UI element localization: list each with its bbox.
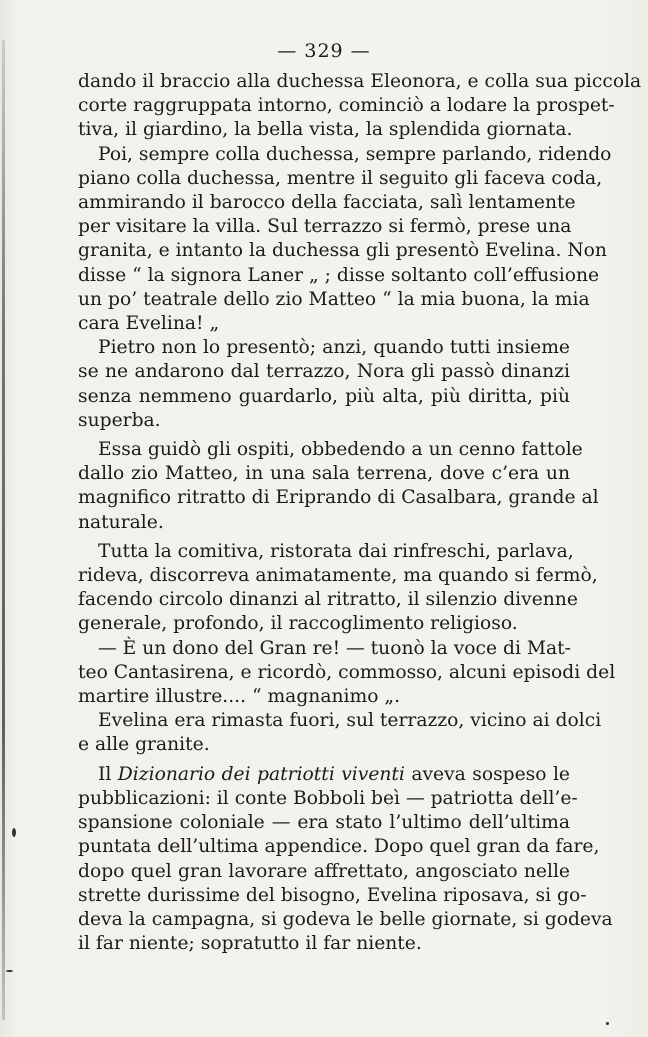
paragraph-3 (78, 336, 570, 433)
text-line: cara Evelina! „ (78, 313, 220, 335)
text-line: strette durissime del bisogno, Evelina riposava, si go- (78, 884, 587, 906)
book-title: Dizionario dei patriotti viventi (117, 763, 405, 785)
text-line: corte raggruppata intorno, cominciò a lodare la prospet- (78, 95, 615, 117)
text-line: facendo circolo dinanzi al ritratto, il silenzio divenne (78, 589, 578, 611)
page-number: — 329 — (277, 40, 371, 62)
text-line: ammirando il barocco della facciata, salì lentamente (78, 192, 576, 214)
paragraph-1 (78, 70, 642, 143)
text-line: dando il braccio alla duchessa Eleonora, e colla sua piccola (78, 71, 642, 92)
text-prefix: Il (98, 763, 118, 785)
text-line: Essa guidò gli ospiti, obbedendo a un cenno fattole (98, 439, 583, 461)
text-line: dallo zio Matteo, in una sala terrena, dove c’era un (78, 463, 570, 485)
text-line: il far niente; sopratutto il far niente. (78, 933, 422, 955)
paragraph-2 (78, 143, 612, 337)
text-line: spansione coloniale — era stato l’ultimo dell’ultima (78, 812, 570, 834)
paragraph-7 (78, 709, 602, 757)
text-line: puntata dell’ultima appendice. Dopo quel gran da fare, (78, 836, 600, 858)
text-line: superba. (78, 409, 161, 431)
text-line: Tutta la comitiva, ristorata dai rinfreschi, parlava, (98, 540, 574, 562)
text-line: e alle granite. (78, 734, 210, 756)
paragraph-8 (78, 763, 613, 957)
page-edge-shadow (2, 40, 5, 1020)
text-line: deva la campagna, si godeva le belle giornate, si godeva (78, 908, 613, 930)
text-line: senza nemmeno guardarlo, più alta, più diritta, più (78, 385, 570, 407)
text-line: generale, profondo, il raccoglimento religioso. (78, 613, 518, 635)
text-line: piano colla duchessa, mentre il seguito gli faceva coda, (78, 167, 603, 189)
text-line: dopo quel gran lavorare affrettato, angosciato nelle (78, 860, 570, 882)
ink-speck (606, 1022, 609, 1025)
paragraph-5 (78, 540, 598, 637)
text-line: granita, e intanto la duchessa gli presentò Evelina. Non (78, 240, 607, 262)
text-line: disse “ la signora Laner „ ; disse soltanto coll’effusione (78, 264, 600, 286)
text-line: Pietro non lo presentò; anzi, quando tutti insieme (98, 337, 570, 359)
text-suffix: aveva sospeso le (404, 763, 570, 785)
text-line: Poi, sempre colla duchessa, sempre parlando, ridendo (98, 143, 612, 165)
text-line: Evelina era rimasta fuori, sul terrazzo, vicino ai dolci (98, 710, 602, 732)
text-line-with-title (78, 763, 570, 787)
text-line: naturale. (78, 511, 164, 533)
text-line: se ne andarono dal terrazzo, Nora gli passò dinanzi (78, 361, 570, 383)
ink-speck (6, 970, 13, 972)
text-line: un po’ teatrale dello zio Matteo “ la mia buona, la mia (78, 288, 590, 310)
text-line: pubblicazioni: il conte Bobboli beì — patriotta dell’e- (78, 787, 578, 809)
text-line: per visitare la villa. Sul terrazzo si fermò, prese una (78, 216, 572, 238)
text-line: tiva, il giardino, la bella vista, la splendida giornata. (78, 119, 573, 141)
body-text (78, 70, 642, 956)
text-line: teo Cantasirena, e ricordò, commosso, alcuni episodi del (78, 661, 616, 683)
text-line: — È un dono del Gran re! — tuonò la voce di Mat- (98, 637, 571, 659)
paragraph-4 (78, 438, 599, 535)
text-line: rideva, discorreva animatamente, ma quando si fermò, (78, 565, 598, 587)
paragraph-6 (78, 637, 616, 710)
text-line: martire illustre.... “ magnanimo „. (78, 686, 401, 708)
ink-speck (12, 828, 16, 837)
text-line: magnifico ritratto di Eriprando di Casalbara, grande al (78, 487, 599, 509)
